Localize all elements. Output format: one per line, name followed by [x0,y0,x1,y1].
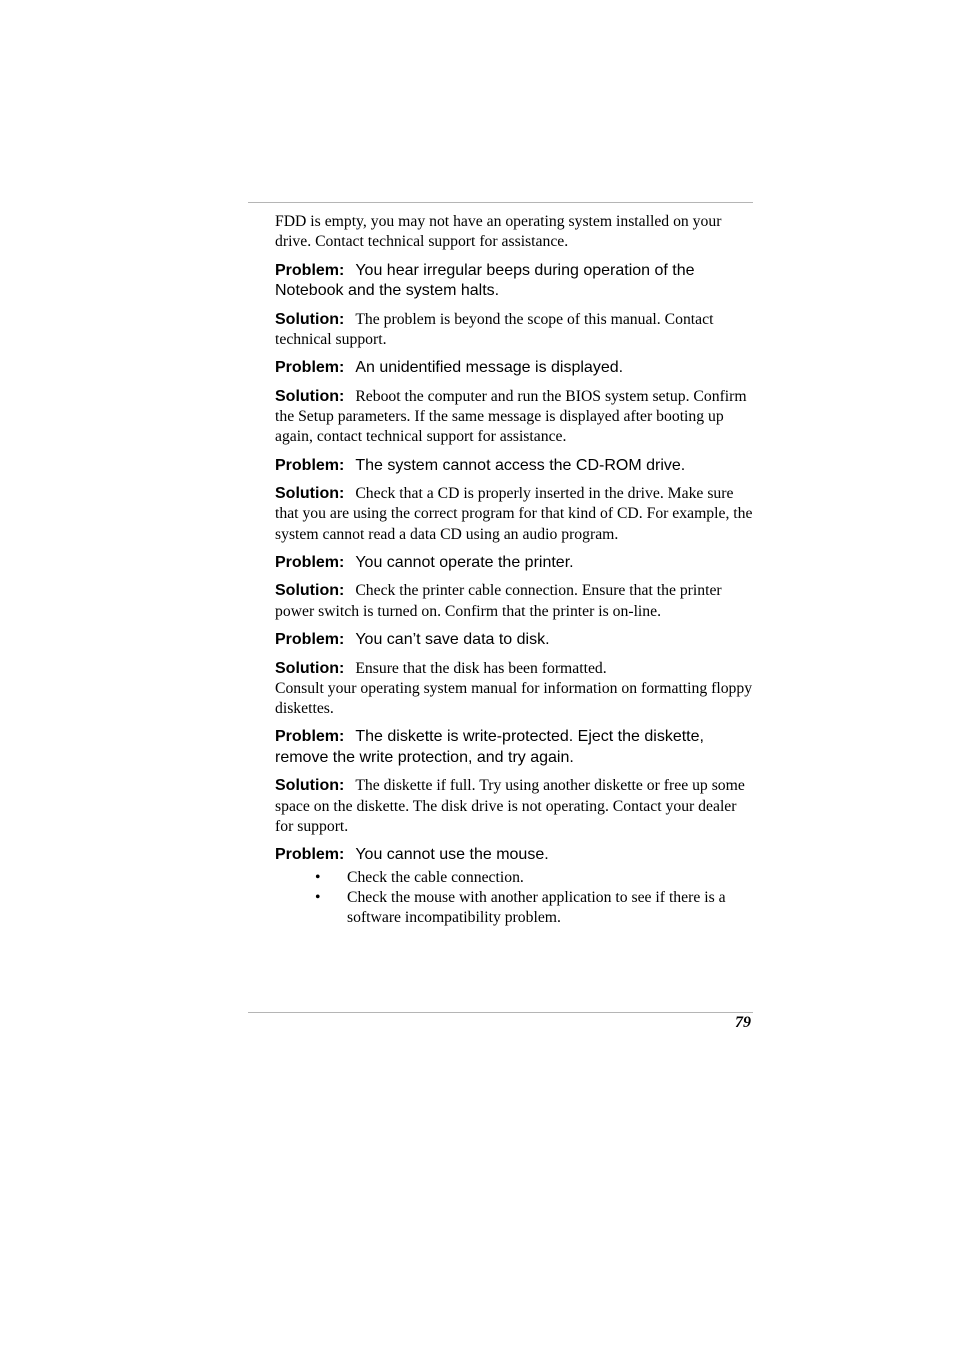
problem-text: You hear irregular beeps during operation of the Notebook and the system halts. [275,261,695,300]
solution-text-line2: Consult your operating system manual for information on formatting floppy diskettes. [275,679,753,718]
problem-label: Problem: [275,728,345,746]
problem-text: An unidentified message is displayed. [355,359,624,377]
problem-label: Problem: [275,261,345,279]
solution-paragraph [275,387,753,448]
problem-paragraph [275,456,753,477]
problem-label: Problem: [275,631,345,649]
problem-paragraph [275,630,753,651]
intro-paragraph: FDD is empty, you may not have an operating system installed on your drive. Contact technical support for assistance. [275,213,722,251]
solution-text: Check that a CD is properly inserted in the drive. Make sure that you are using the correct program for that kind of CD. For example, the system cannot read a data CD using an audio program. [275,485,753,543]
solution-text: Check the printer cable connection. Ensure that the printer power switch is turned on. Confirm that the printer is on-line. [275,582,722,620]
problem-label: Problem: [275,553,345,571]
solution-text: Reboot the computer and run the BIOS system setup. Confirm the Setup parameters. If the same message is displayed after booting up again, contact technical support for assistance. [275,387,747,446]
solution-paragraph [275,776,753,837]
bullet-list [275,868,753,929]
solution-label: Solution: [275,582,345,600]
problem-text: The diskette is write-protected. Eject the diskette, remove the write protection, and try again. [275,728,704,766]
solution-text: The diskette if full. Try using another diskette or free up some space on the diskette. The disk drive is not operating. Contact your dealer for support. [275,777,745,836]
bullet-icon: • [315,889,321,907]
problem-text: The system cannot access the CD-ROM drive. [355,456,686,474]
solution-label: Solution: [275,310,345,328]
problem-paragraph [275,553,753,574]
solution-text: The problem is beyond the scope of this manual. Contact technical support. [275,310,714,348]
top-rule [248,202,753,203]
problem-label: Problem: [275,456,345,474]
problem-paragraph [275,727,753,768]
problem-label: Problem: [275,359,345,377]
solution-paragraph [275,310,753,351]
problem-text: You cannot operate the printer. [355,553,574,571]
list-item [275,868,753,888]
solution-label: Solution: [275,659,345,677]
problem-paragraph [275,845,753,866]
problem-paragraph [275,358,753,379]
solution-text-line1: Ensure that the disk has been formatted. [355,659,607,677]
bullet-icon: • [315,868,321,886]
problem-text: You cannot use the mouse. [355,846,549,864]
bottom-rule [248,1012,753,1013]
list-item-text: Check the mouse with another application to see if there is a software incompatibility problem. [347,889,726,927]
solution-label: Solution: [275,485,345,503]
problem-text: You can’t save data to disk. [355,631,550,649]
solution-label: Solution: [275,387,345,405]
solution-paragraph [275,659,753,720]
list-item-text: Check the cable connection. [347,868,524,886]
page-number: 79 [735,1014,751,1031]
solution-paragraph [275,484,753,545]
solution-label: Solution: [275,777,345,795]
problem-paragraph [275,261,753,302]
page-content [275,212,753,929]
list-item [275,888,753,929]
solution-paragraph [275,581,753,622]
problem-label: Problem: [275,846,345,864]
